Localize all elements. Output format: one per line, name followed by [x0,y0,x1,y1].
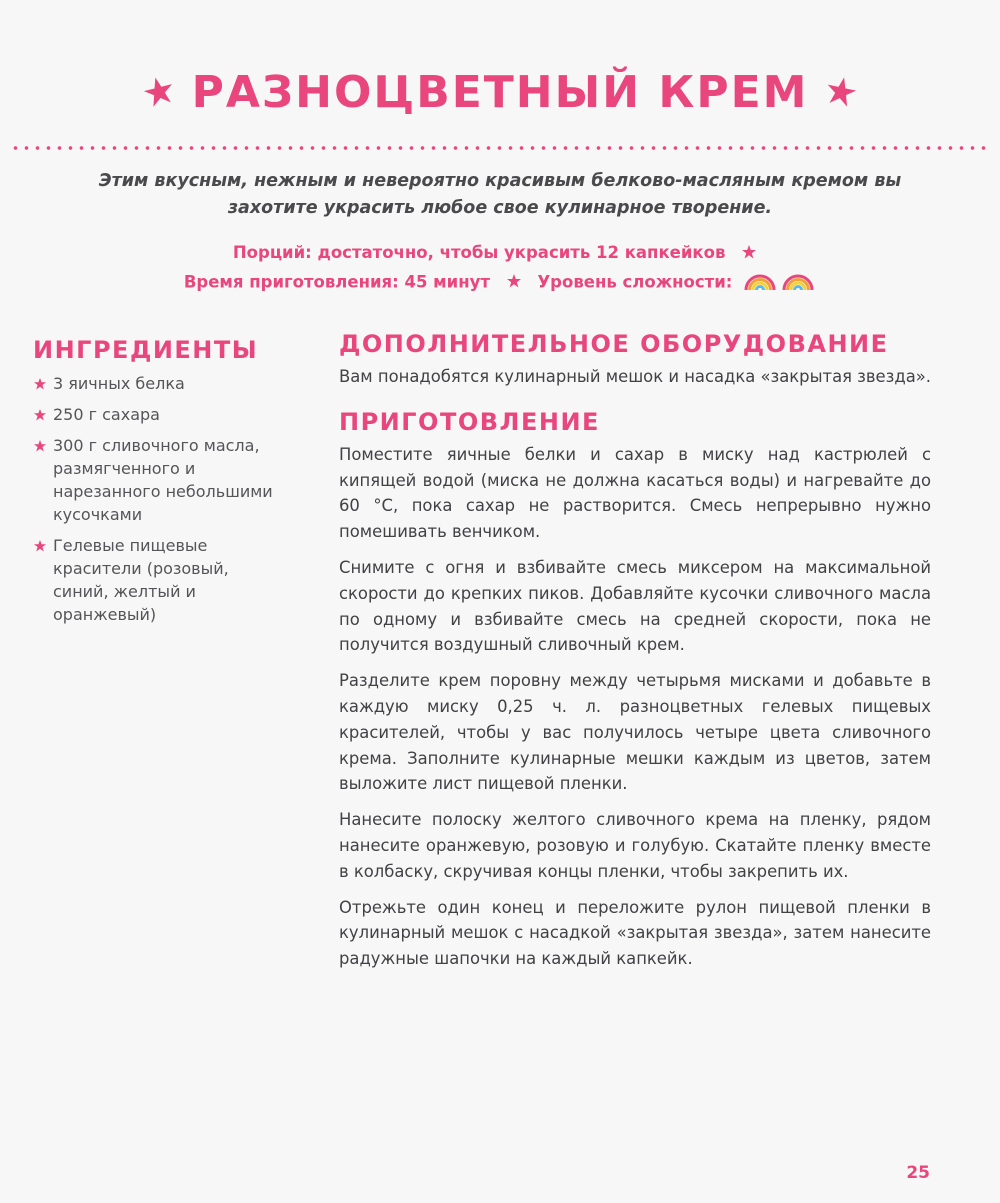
preparation-step: Разделите крем поровну между четырьмя мисками и добавьте в каждую миску 0,25 ч. л. разноцветных гелевых пищевых красителей, чтобы у вас получилось четыре цвета сливочного крема. Заполните кулинарные мешки каждым из цветов, затем выложите лист пищевой пленки. [339,671,931,794]
preparation-step: Отрежьте один конец и переложите рулон пищевой пленки в кулинарный мешок с насадкой «закрытая звезда», затем нанесите радужные шапочки на каждый капкейк. [339,897,931,969]
list-item [33,372,293,395]
dotted-divider [10,146,990,150]
page-title: РАЗНОЦВЕТНЫЙ КРЕМ [191,66,809,118]
ingredients-section [33,336,293,634]
ingredient-text: 300 г сливочного масла, размягченного и нарезанного небольшими кусочками [53,436,273,524]
rainbow-icon [784,276,812,290]
time-difficulty-line [0,270,1000,296]
ingredients-heading: ИНГРЕДИЕНТЫ [33,336,259,364]
star-icon [741,244,757,264]
star-icon [824,75,858,109]
star-bullet-icon [33,377,47,391]
servings-line [0,243,1000,264]
preparation-step: Снимите с огня и взбивайте смесь миксером на максимальной скорости до крепких пиков. Добавляйте кусочки сливочного масла по одному и взбивайте смесь на средней скорости, пока не получится воздушный сливочный крем. [339,557,931,655]
page-number: 25 [906,1163,930,1183]
preparation-heading: ПРИГОТОВЛЕНИЕ [339,407,600,436]
ingredients-list [33,372,293,626]
ingredient-text: Гелевые пищевые красители (розовый, синий, желтый и оранжевый) [53,536,229,624]
preparation-step: Поместите яичные белки и сахар в миску над кастрюлей с кипящей водой (миска не должна касаться воды) и нагревайте до 60 °С, пока сахар не растворится. Смесь непрерывно нужно помешивать венчиком. [339,444,931,542]
time-text: Время приготовления: 45 минут [183,272,490,292]
star-icon [142,75,176,109]
difficulty-text: Уровень сложности: [537,272,733,292]
star-bullet-icon [33,539,47,553]
star-icon [506,273,522,293]
list-item [33,403,293,426]
star-bullet-icon [33,408,47,422]
difficulty-rating [744,270,816,296]
equipment-text: Вам понадобятся кулинарный мешок и насадка «закрытая звезда». [339,367,931,386]
list-item [33,434,283,526]
star-bullet-icon [33,439,47,453]
preparation-step: Нанесите полоску желтого сливочного крема на пленку, рядом нанесите оранжевую, розовую и голубую. Скатайте пленку вместе в колбаску, скручивая концы пленки, чтобы закрепить их. [339,810,931,881]
list-item [33,534,263,626]
method-column [339,330,931,982]
ingredient-text: 250 г сахара [53,405,160,424]
servings-text: Порций: достаточно, чтобы украсить 12 капкейков [232,243,726,262]
intro-text: Этим вкусным, нежным и невероятно красивым белково-масляным кремом вы захотите украсить любое свое кулинарное творение. [98,171,902,218]
rainbow-icon [746,276,774,290]
title-row [0,62,1000,122]
ingredient-text: 3 яичных белка [53,374,185,393]
equipment-heading: ДОПОЛНИТЕЛЬНОЕ ОБОРУДОВАНИЕ [339,330,889,358]
